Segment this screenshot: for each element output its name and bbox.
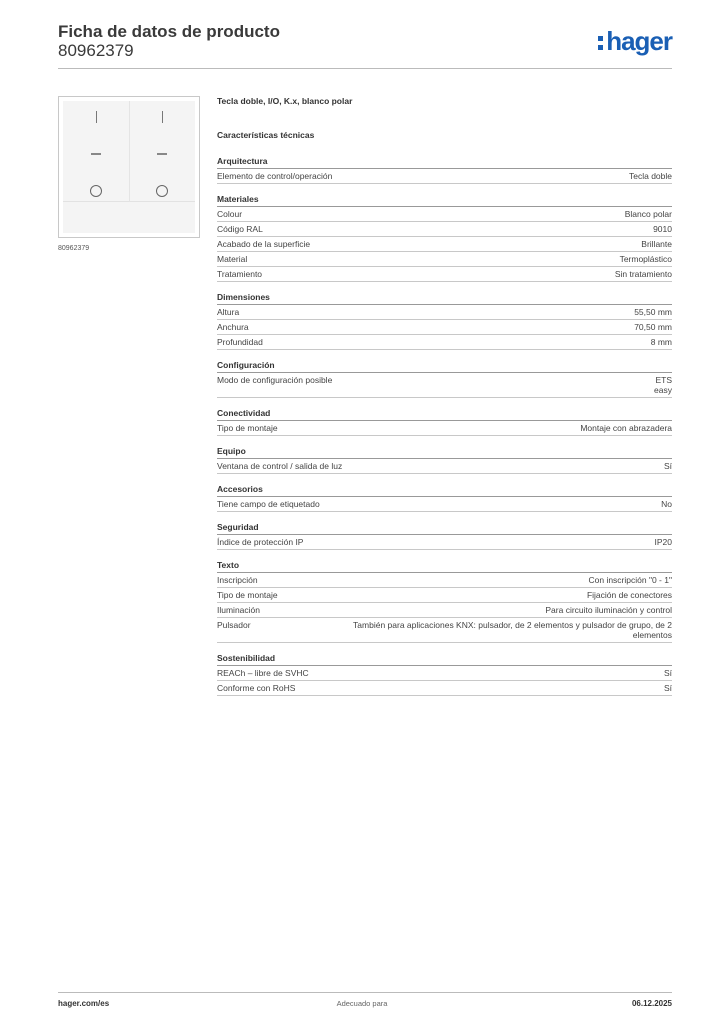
on-symbol-icon	[162, 111, 163, 123]
spec-row	[217, 618, 672, 643]
spec-value: Termoplástico	[619, 254, 672, 264]
spec-value: Blanco polar	[624, 209, 672, 219]
logo-dots-icon	[598, 34, 604, 52]
characteristics-title: Características técnicas	[217, 130, 315, 140]
spec-row	[217, 603, 672, 618]
spec-label: Altura	[217, 307, 240, 317]
spec-label: Iluminación	[217, 605, 260, 615]
spec-row	[217, 169, 672, 184]
footer-website: hager.com/es	[58, 999, 110, 1008]
product-image	[58, 96, 200, 238]
spec-value: Montaje con abrazadera	[580, 423, 672, 433]
spec-value: Sin tratamiento	[614, 269, 672, 279]
rocker-right	[129, 101, 196, 202]
spec-row	[217, 373, 672, 398]
spec-row	[217, 666, 672, 681]
spec-label: Profundidad	[217, 337, 263, 347]
rocker-left	[63, 101, 129, 202]
spec-label: Ventana de control / salida de luz	[217, 461, 343, 471]
off-symbol-icon	[156, 185, 168, 197]
spec-sections	[217, 156, 672, 696]
section-heading: Seguridad	[217, 522, 672, 535]
spec-row	[217, 588, 672, 603]
spec-label: Inscripción	[217, 575, 258, 585]
spec-label: Acabado de la superficie	[217, 239, 311, 249]
spec-row	[217, 305, 672, 320]
double-rocker-switch-image	[63, 101, 195, 233]
spec-section	[217, 408, 672, 436]
document-header	[58, 22, 280, 60]
spec-row	[217, 237, 672, 252]
section-heading: Sostenibilidad	[217, 653, 672, 666]
spec-label: Tipo de montaje	[217, 423, 278, 433]
spec-value: IP20	[654, 537, 672, 547]
spec-value: ETS easy	[654, 375, 672, 395]
spec-row	[217, 335, 672, 350]
spec-value: Para circuito iluminación y control	[545, 605, 672, 615]
spec-value: Brillante	[641, 239, 672, 249]
spec-section	[217, 156, 672, 184]
spec-row	[217, 681, 672, 696]
spec-value: Tecla doble	[628, 171, 672, 181]
header-divider	[58, 68, 672, 69]
spec-row	[217, 252, 672, 267]
spec-value: Fijación de conectores	[586, 590, 672, 600]
footer-date: 06.12.2025	[631, 999, 672, 1008]
spec-row	[217, 267, 672, 282]
product-name: Tecla doble, I/O, K.x, blanco polar	[217, 96, 353, 106]
spec-label: Pulsador	[217, 620, 251, 630]
section-heading: Accesorios	[217, 484, 672, 497]
spec-row	[217, 222, 672, 237]
section-heading: Materiales	[217, 194, 672, 207]
spec-value: Con inscripción "0 - 1"	[588, 575, 672, 585]
spec-label: Tipo de montaje	[217, 590, 278, 600]
spec-section	[217, 653, 672, 696]
spec-value: Sí	[663, 461, 672, 471]
spec-row	[217, 320, 672, 335]
spec-value: También para aplicaciones KNX: pulsador, de 2 elementos y pulsador de grupo, de 2 elementos	[353, 620, 672, 640]
spec-label: Elemento de control/operación	[217, 171, 333, 181]
spec-value: 55,50 mm	[634, 307, 672, 317]
section-heading: Texto	[217, 560, 672, 573]
led-window-icon	[91, 153, 101, 155]
section-heading: Dimensiones	[217, 292, 672, 305]
spec-value: 70,50 mm	[634, 322, 672, 332]
spec-section	[217, 360, 672, 398]
spec-value: Sí	[663, 683, 672, 693]
spec-value: 9010	[653, 224, 672, 234]
on-symbol-icon	[96, 111, 97, 123]
spec-label: Modo de configuración posible	[217, 375, 333, 385]
spec-label: Código RAL	[217, 224, 263, 234]
spec-label: Material	[217, 254, 248, 264]
spec-row	[217, 421, 672, 436]
product-number: 80962379	[58, 41, 134, 60]
logo-text: hager	[606, 26, 672, 56]
spec-label: Tratamiento	[217, 269, 263, 279]
spec-section	[217, 484, 672, 512]
spec-value: No	[661, 499, 672, 509]
section-heading: Configuración	[217, 360, 672, 373]
spec-row	[217, 573, 672, 588]
spec-section	[217, 292, 672, 350]
spec-value: Sí	[663, 668, 672, 678]
spec-label: Colour	[217, 209, 243, 219]
section-heading: Conectividad	[217, 408, 672, 421]
off-symbol-icon	[90, 185, 102, 197]
document-title: Ficha de datos de producto	[58, 22, 280, 41]
led-window-icon	[157, 153, 167, 155]
spec-label: Tiene campo de etiquetado	[217, 499, 320, 509]
spec-row	[217, 207, 672, 222]
spec-section	[217, 560, 672, 643]
spec-label: Conforme con RoHS	[217, 683, 296, 693]
spec-row	[217, 497, 672, 512]
spec-row	[217, 535, 672, 550]
section-heading: Equipo	[217, 446, 672, 459]
image-caption: 80962379	[58, 245, 90, 252]
spec-label: REACh – libre de SVHC	[217, 668, 309, 678]
spec-section	[217, 522, 672, 550]
section-heading: Arquitectura	[217, 156, 672, 169]
spec-section	[217, 194, 672, 282]
spec-section	[217, 446, 672, 474]
spec-value: 8 mm	[650, 337, 672, 347]
footer-center-text: Adecuado para	[336, 999, 388, 1008]
spec-content	[217, 96, 672, 696]
spec-label: Anchura	[217, 322, 249, 332]
spec-label: Índice de protección IP	[217, 537, 304, 547]
spec-row	[217, 459, 672, 474]
footer-divider	[58, 992, 672, 993]
hager-logo	[598, 26, 672, 57]
